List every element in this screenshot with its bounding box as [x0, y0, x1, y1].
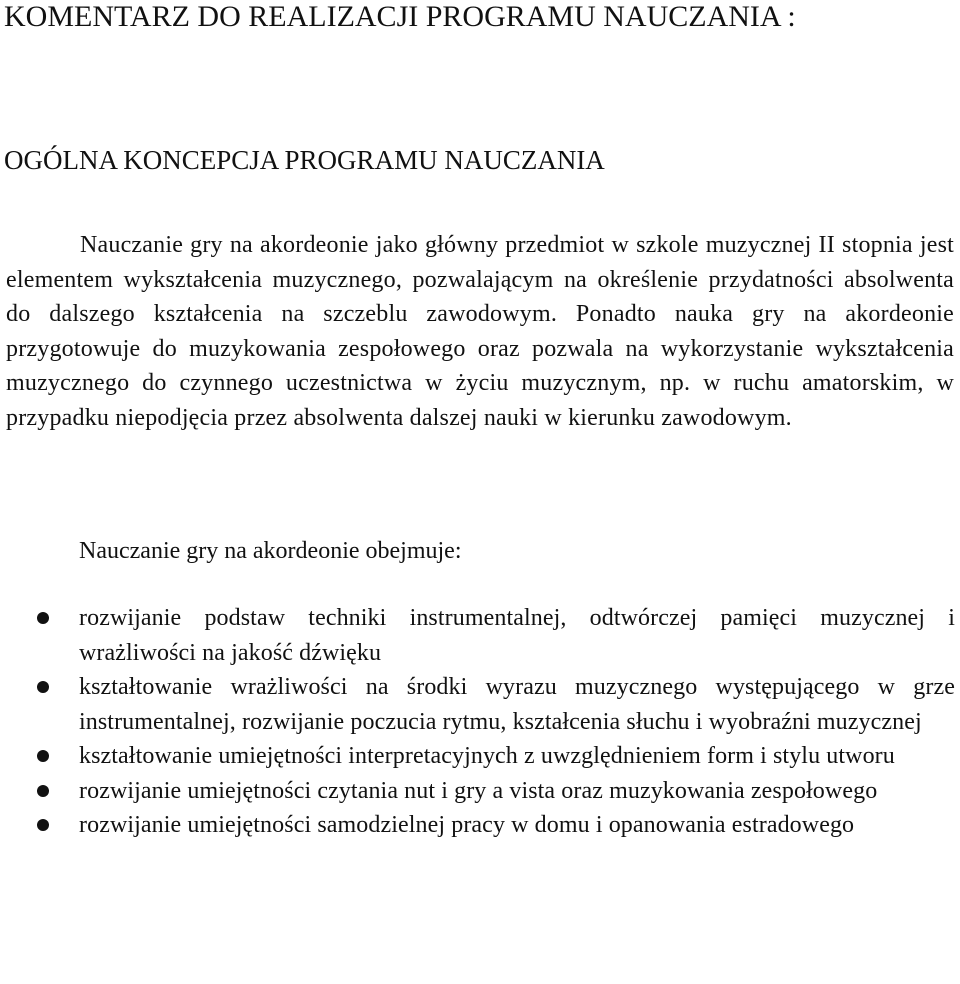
- list-item: [0, 670, 955, 739]
- bullet-icon: [37, 681, 49, 693]
- bullet-icon: [37, 819, 49, 831]
- list-item-text: kształtowanie wrażliwości na środki wyrazu muzycznego występującego w grze instrumentalnej, rozwijanie poczucia rytmu, kształcenia słuchu i wyobraźni muzycznej: [79, 674, 955, 735]
- list-item-text: rozwijanie umiejętności czytania nut i gry a vista oraz muzykowania zespołowego: [79, 777, 878, 804]
- section-title: OGÓLNA KONCEPCJA PROGRAMU NAUCZANIA: [4, 145, 605, 175]
- list-item-text: kształtowanie umiejętności interpretacyjnych z uwzględnieniem form i stylu utworu: [79, 743, 895, 769]
- list-item: [0, 774, 955, 809]
- list-item: [0, 808, 955, 843]
- bullet-icon: [37, 785, 49, 797]
- list-item-text: rozwijanie podstaw techniki instrumentalnej, odtwórczej pamięci muzycznej i wrażliwości na jakość dźwięku: [79, 605, 955, 666]
- bullet-icon: [37, 612, 49, 624]
- list-item: [0, 601, 955, 670]
- bullet-icon: [37, 750, 49, 762]
- paragraph-concept: Nauczanie gry na akordeonie jako główny przedmiot w szkole muzycznej II stopnia jest elementem wykształcenia muzycznego, pozwalającym na określenie przydatności absolwenta do dalszego kształcenia na szczeblu zawodowym. Ponadto nauka gry na akordeonie przygotowuje do muzykowania zespołowego oraz pozwala na wykorzystanie wykształcenia muzycznego do czynnego uczestnictwa w życiu muzycznym, np. w ruchu amatorskim, w przypadku niepodjęcia przez absolwenta dalszej nauki w kierunku zawodowym.: [6, 232, 954, 431]
- document-title: KOMENTARZ DO REALIZACJI PROGRAMU NAUCZANIA :: [4, 0, 796, 33]
- list-item: [0, 739, 955, 774]
- list-item-text: rozwijanie umiejętności samodzielnej pracy w domu i opanowania estradowego: [79, 812, 855, 838]
- bullet-list: [0, 601, 960, 843]
- list-intro: Nauczanie gry na akordeonie obejmuje:: [79, 538, 462, 564]
